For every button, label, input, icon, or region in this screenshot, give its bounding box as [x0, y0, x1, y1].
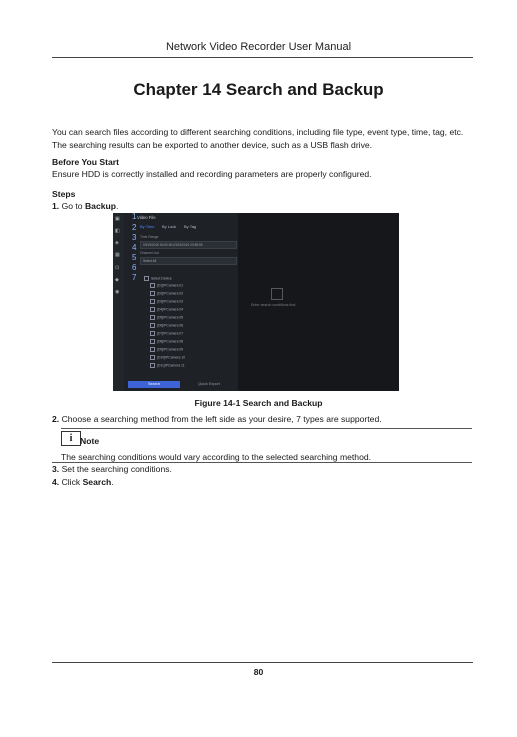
label-number-1: 1: [132, 213, 137, 221]
checkbox[interactable]: [144, 276, 149, 281]
step-2-text: Choose a searching method from the left side as your desire, 7 types are supported.: [61, 414, 382, 424]
rail-smart-icon: ◉: [115, 289, 120, 295]
tab-by-tag[interactable]: By Tag: [184, 224, 197, 229]
camera-row[interactable]: [150, 299, 183, 304]
checkbox[interactable]: [150, 331, 155, 336]
search-result-area: [238, 213, 399, 391]
camera-label: [D10]IPCamera 10: [157, 355, 186, 360]
page-number: 80: [253, 667, 264, 677]
footer-rule: [52, 662, 473, 663]
label-number-7: 7: [132, 273, 137, 282]
label-number-3: 3: [132, 233, 137, 242]
camera-row[interactable]: [150, 331, 183, 336]
empty-result-text: Enter search conditions first.: [251, 303, 297, 307]
search-backup-screenshot: [113, 213, 399, 391]
page-header: Network Video Recorder User Manual: [165, 41, 352, 53]
step-1: [52, 200, 477, 213]
camera-label: [D9]IPCamera 09: [157, 347, 184, 352]
step-3: [52, 463, 477, 476]
select-all-label: Select All: [143, 258, 157, 263]
time-range-label: Time Range: [140, 235, 159, 239]
search-conditions-panel: [124, 213, 238, 391]
camera-label: [D2]IPCamera 02: [157, 291, 184, 296]
select-device-row[interactable]: [144, 276, 172, 281]
rail-picture-icon: ▦: [115, 252, 120, 258]
before-you-start-text: Ensure HDD is correctly installed and recording parameters are properly configured.: [52, 169, 372, 179]
rail-person-icon: ⊡: [115, 265, 120, 271]
note-text: The searching conditions would vary according to the selected searching method.: [61, 452, 372, 462]
tab-by-time[interactable]: By Time: [140, 224, 155, 229]
camera-label: [D11]IPCamera 11: [157, 363, 185, 368]
checkbox[interactable]: [150, 283, 155, 288]
label-number-6: 6: [132, 263, 137, 272]
step-1-number: 1.: [52, 201, 60, 211]
camera-label: [D7]IPCamera 07: [157, 331, 184, 336]
step-4-text: Click: [61, 477, 83, 487]
search-button[interactable]: Search: [128, 381, 180, 388]
channel-list-label: Channel List: [140, 251, 159, 255]
camera-label: [D3]IPCamera 03: [157, 299, 184, 304]
camera-row[interactable]: [150, 363, 185, 368]
note-label: Note: [80, 436, 100, 446]
figure-caption: Figure 14-1 Search and Backup: [194, 398, 323, 408]
chapter-title: Chapter 14 Search and Backup: [133, 80, 384, 99]
checkbox[interactable]: [150, 315, 155, 320]
camera-row[interactable]: [150, 339, 183, 344]
camera-row[interactable]: [150, 307, 183, 312]
checkbox[interactable]: [150, 291, 155, 296]
empty-result-icon: [271, 288, 283, 300]
checkbox[interactable]: [150, 299, 155, 304]
step-3-text: Set the searching conditions.: [61, 464, 172, 474]
camera-label: [D6]IPCamera 06: [157, 323, 184, 328]
checkbox[interactable]: [150, 347, 155, 352]
step-3-number: 3.: [52, 464, 60, 474]
label-number-5: 5: [132, 253, 137, 262]
step-4-end: .: [111, 477, 114, 487]
intro-paragraph: You can search files according to different searching conditions, including file type, event type, time, tag, etc. The searching results can be exported to another device, such as a USB flash drive.: [52, 127, 464, 150]
step-4-bold: Search: [82, 477, 112, 487]
steps-heading: Steps: [52, 189, 76, 199]
camera-label: [D1]IPCamera 01: [157, 283, 184, 288]
checkbox[interactable]: [150, 355, 155, 360]
header-rule: [52, 57, 473, 58]
camera-label: [D8]IPCamera 08: [157, 339, 184, 344]
quick-export-button[interactable]: Quick Export: [198, 382, 220, 386]
panel-title: Video File: [137, 215, 156, 220]
note-info-icon: i: [61, 431, 81, 446]
camera-row[interactable]: [150, 291, 183, 296]
camera-label: [D5]IPCamera 05: [157, 315, 184, 320]
camera-row[interactable]: [150, 347, 183, 352]
left-rail: [113, 213, 124, 391]
step-4: [52, 476, 477, 489]
camera-row[interactable]: [150, 315, 183, 320]
step-2: [52, 413, 477, 426]
tab-by-lock[interactable]: By Lock: [162, 224, 177, 229]
checkbox[interactable]: [150, 307, 155, 312]
rail-video-icon: ▣: [115, 216, 120, 222]
checkbox[interactable]: [150, 323, 155, 328]
rail-tag-icon: ◈: [115, 240, 119, 246]
rail-vehicle-icon: ◆: [115, 277, 119, 283]
time-range-field[interactable]: [140, 241, 237, 249]
checkbox[interactable]: [150, 339, 155, 344]
label-number-2: 2: [132, 223, 137, 232]
select-all-field[interactable]: [140, 257, 237, 265]
camera-row[interactable]: [150, 283, 183, 288]
step-1-end: .: [116, 201, 119, 211]
time-range-value: 03/19/2019 00:00:00-03/19/2019 23:59:59: [143, 242, 203, 247]
label-number-4: 4: [132, 243, 137, 252]
note-top-rule: [61, 428, 472, 429]
select-device-label: Select Device: [151, 276, 172, 281]
before-you-start-heading: Before You Start: [52, 157, 120, 167]
camera-row[interactable]: [150, 323, 183, 328]
step-1-bold: Backup: [84, 201, 117, 211]
rail-event-icon: ◧: [115, 228, 120, 234]
checkbox[interactable]: [150, 363, 155, 368]
camera-row[interactable]: [150, 355, 185, 360]
step-2-number: 2.: [52, 414, 60, 424]
camera-label: [D4]IPCamera 04: [157, 307, 184, 312]
step-1-text: Go to: [61, 201, 85, 211]
step-4-number: 4.: [52, 477, 60, 487]
